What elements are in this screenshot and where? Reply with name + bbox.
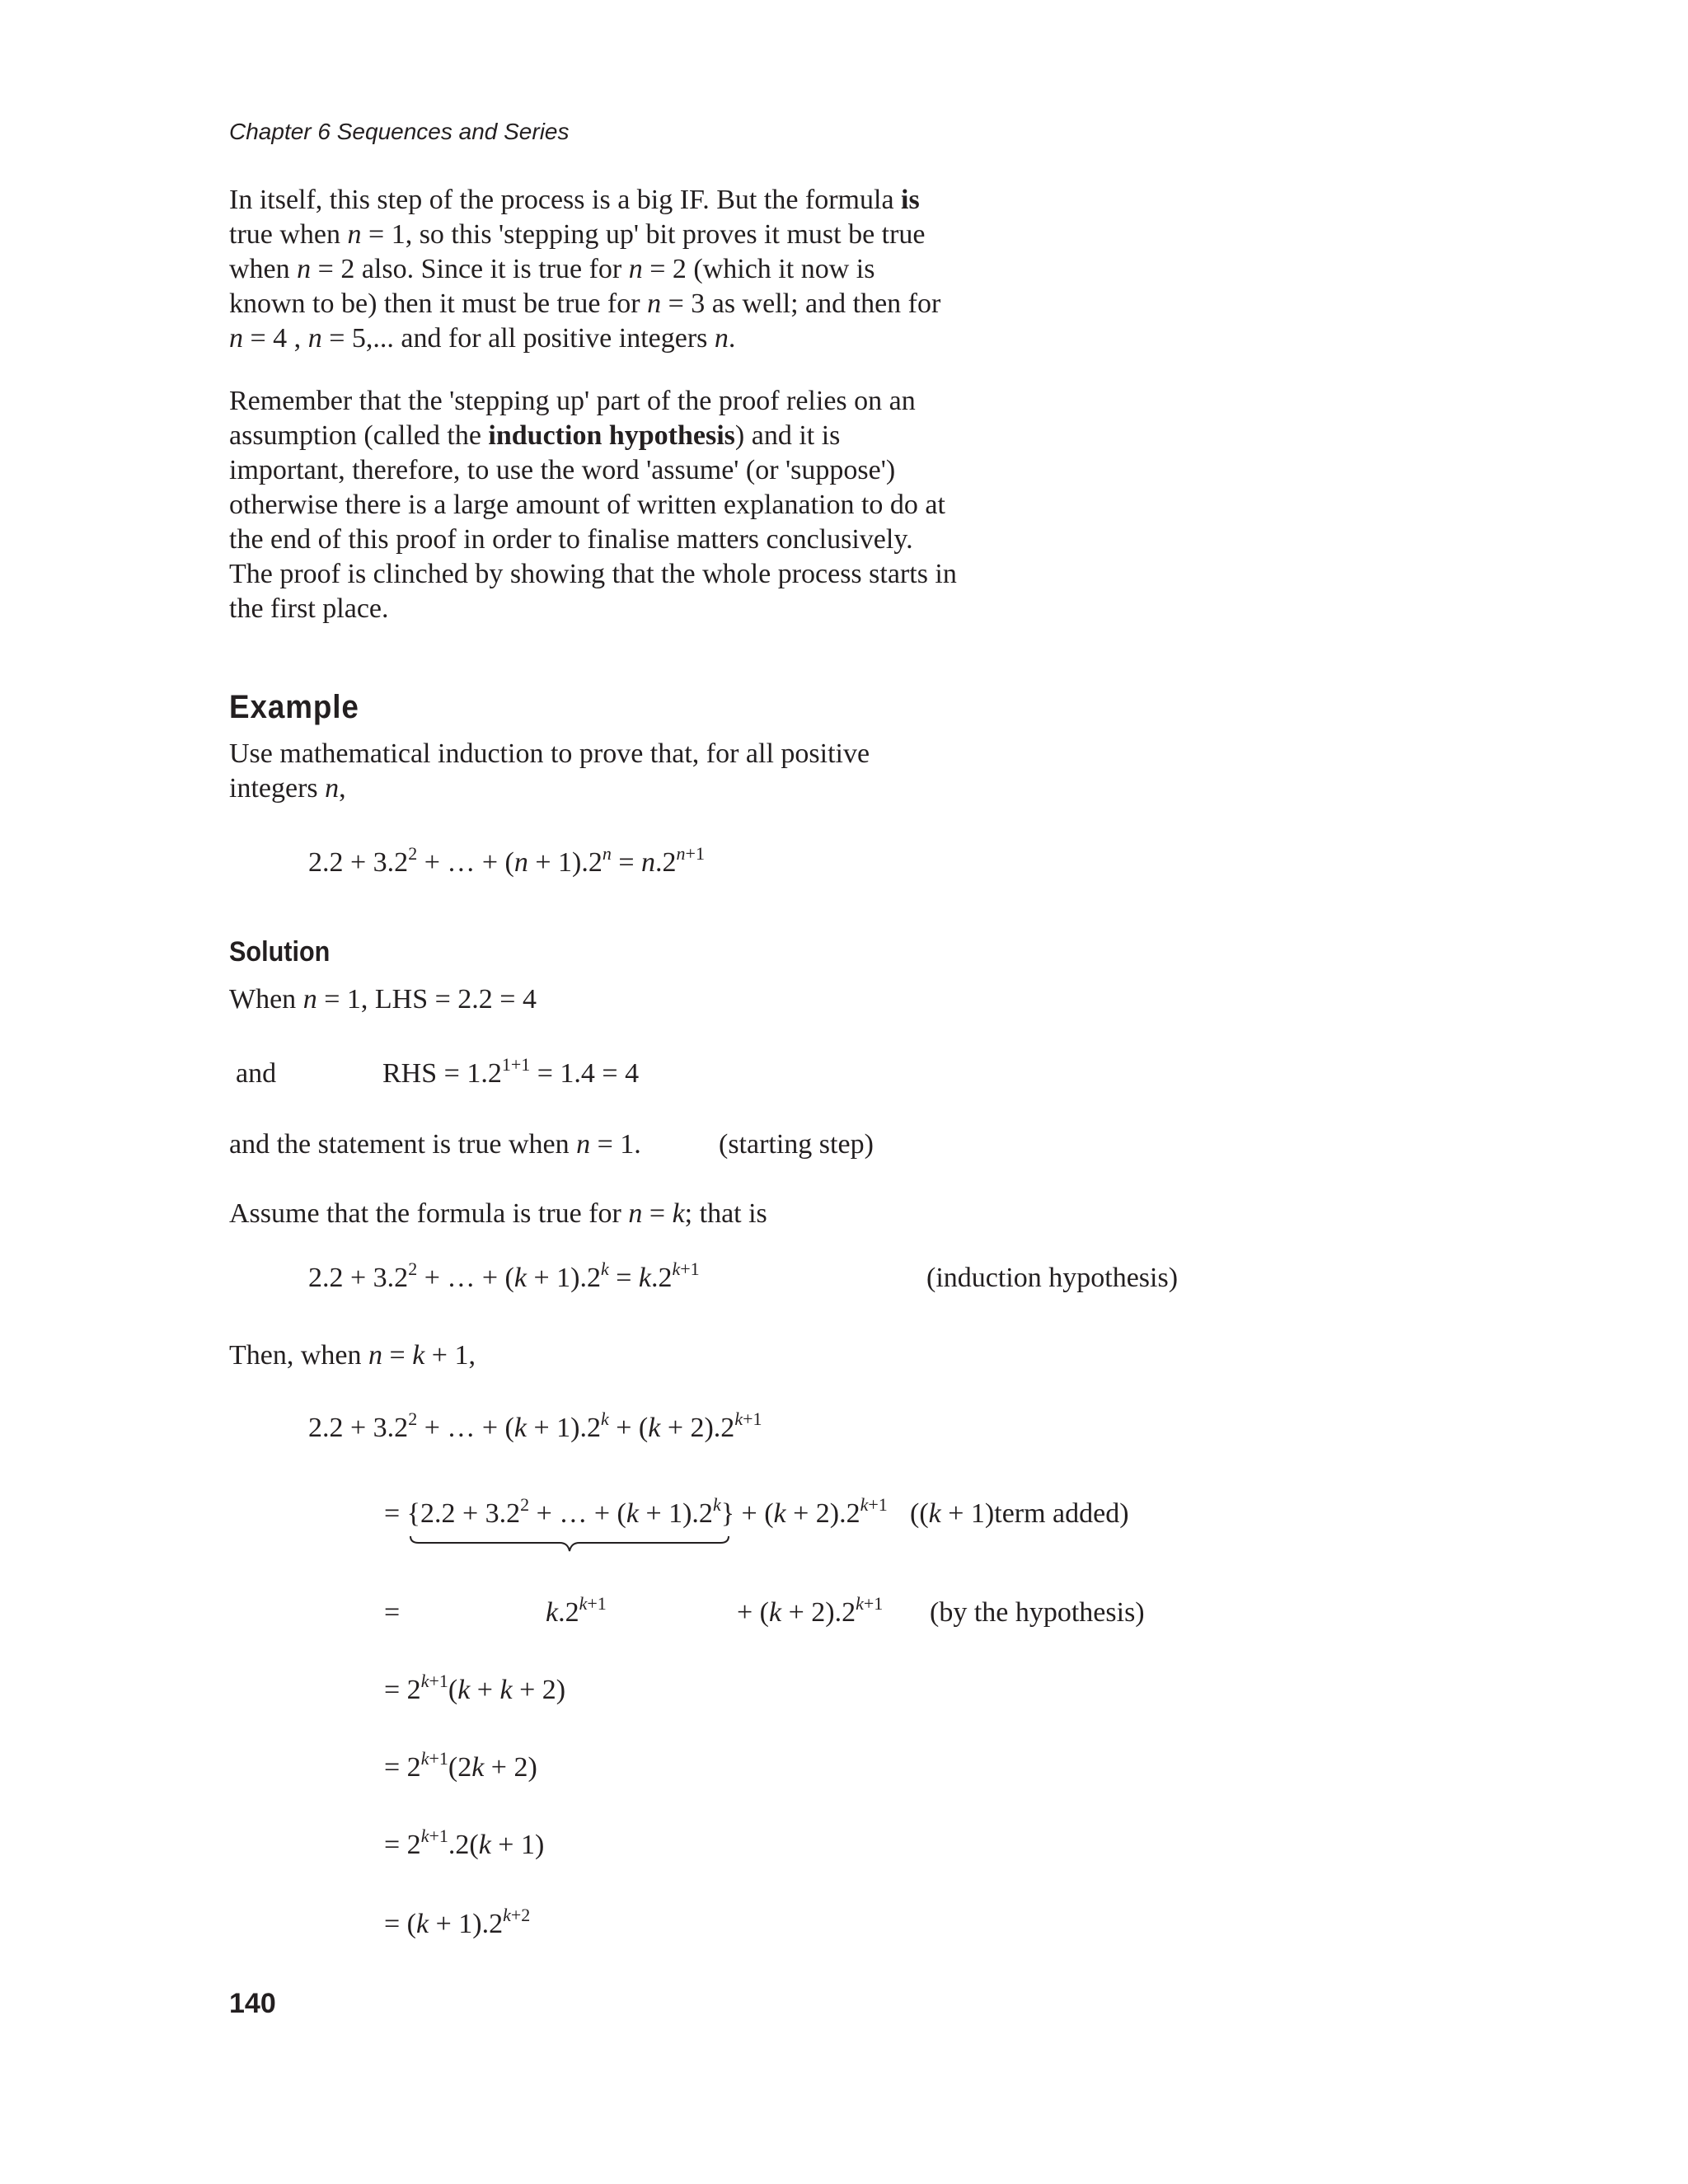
step-line-4: = $2^{k+1}(2k + 2)$: [384, 1748, 537, 1783]
induction-hypothesis-label: (induction hypothesis): [926, 1263, 1179, 1293]
statement-true-line: and the statement is true when n = 1.: [229, 1129, 641, 1160]
page-number: 140: [229, 1988, 276, 2019]
assume-line: Assume that the formula is true for n = k; that is: [229, 1198, 767, 1229]
by-hypothesis-label: (by the hypothesis): [930, 1597, 1145, 1628]
step-line-1: = {$2.2 + 3.2^2$ + … + $(k + 1).2^k\} + (k + 2).2^{k+1}$: [384, 1494, 888, 1529]
then-line: Then, when n = k + 1,: [229, 1340, 476, 1371]
term-added-label: ((k + 1)term added): [910, 1498, 1129, 1529]
step-expression: $2.2 + 3.2^2$ + … + $(k + 1).2^k + (k + 2).2^{k+1}$: [308, 1408, 762, 1443]
chapter-header: Chapter 6 Sequences and Series: [229, 119, 570, 144]
example-formula: $2.2 + 3.2^2$ + … + $(n + 1).2^n = n.2^{n+1}$: [308, 843, 705, 878]
induction-hypothesis-term: induction hypothesis: [488, 420, 735, 451]
solution-heading: Solution: [229, 936, 331, 968]
and-label: and: [236, 1058, 277, 1089]
example-prompt: Use mathematical induction to prove that, for all positive integers n,: [229, 738, 870, 804]
intro-line-3: when n = 2 also. Since it is true for n = 2 (which it now is: [229, 254, 875, 284]
intro-line-4: known to be) then it must be true for n = 3 as well; and then for: [229, 288, 941, 319]
starting-step-label: (starting step): [719, 1129, 874, 1160]
intro-line-5: n = 4 , n = 5,... and for all positive integers n.: [229, 323, 736, 354]
remember-paragraph: Remember that the 'stepping up' part of the proof relies on an assumption (called the induction hypothesis) and it is important, therefore, to use the word 'assume' (or 'suppose') otherwise there is a large amount of written explanation to do at the end of this proof in order to finalise matters conclusively. The proof is clinched by showing that the whole process starts in the first place.: [229, 386, 957, 624]
step-line-6: = $(k + 1).2^{k+2}$: [384, 1905, 531, 1939]
intro-line-2: true when n = 1, so this 'stepping up' bit proves it must be true: [229, 219, 926, 250]
hypothesis-formula: $2.2 + 3.2^2$ + … + $(k + 1).2^k = k.2^{k+1}$: [308, 1258, 700, 1293]
step-line-2-tail: + $(k + 2).2^{k+1}$: [737, 1593, 884, 1628]
step-line-2-eq: =: [384, 1597, 401, 1628]
step-line-3: = $2^{k+1}(k + k + 2)$: [384, 1671, 566, 1705]
step-line-5: = $2^{k+1}.2(k + 1)$: [384, 1825, 545, 1860]
intro-line-1: In itself, this step of the process is a big IF. But the formula is: [229, 185, 920, 215]
intro-paragraph: [229, 183, 940, 356]
step-line-2-hyp: $k.2^{k+1}$: [546, 1593, 607, 1628]
base-case-lhs: When n = 1, LHS = 2.2 = 4: [229, 984, 537, 1015]
underbrace-icon: [409, 1535, 730, 1553]
example-heading: Example: [229, 689, 359, 725]
base-case-rhs: RHS = $1.2^{1+1} = 1.4 = 4$: [382, 1054, 640, 1089]
